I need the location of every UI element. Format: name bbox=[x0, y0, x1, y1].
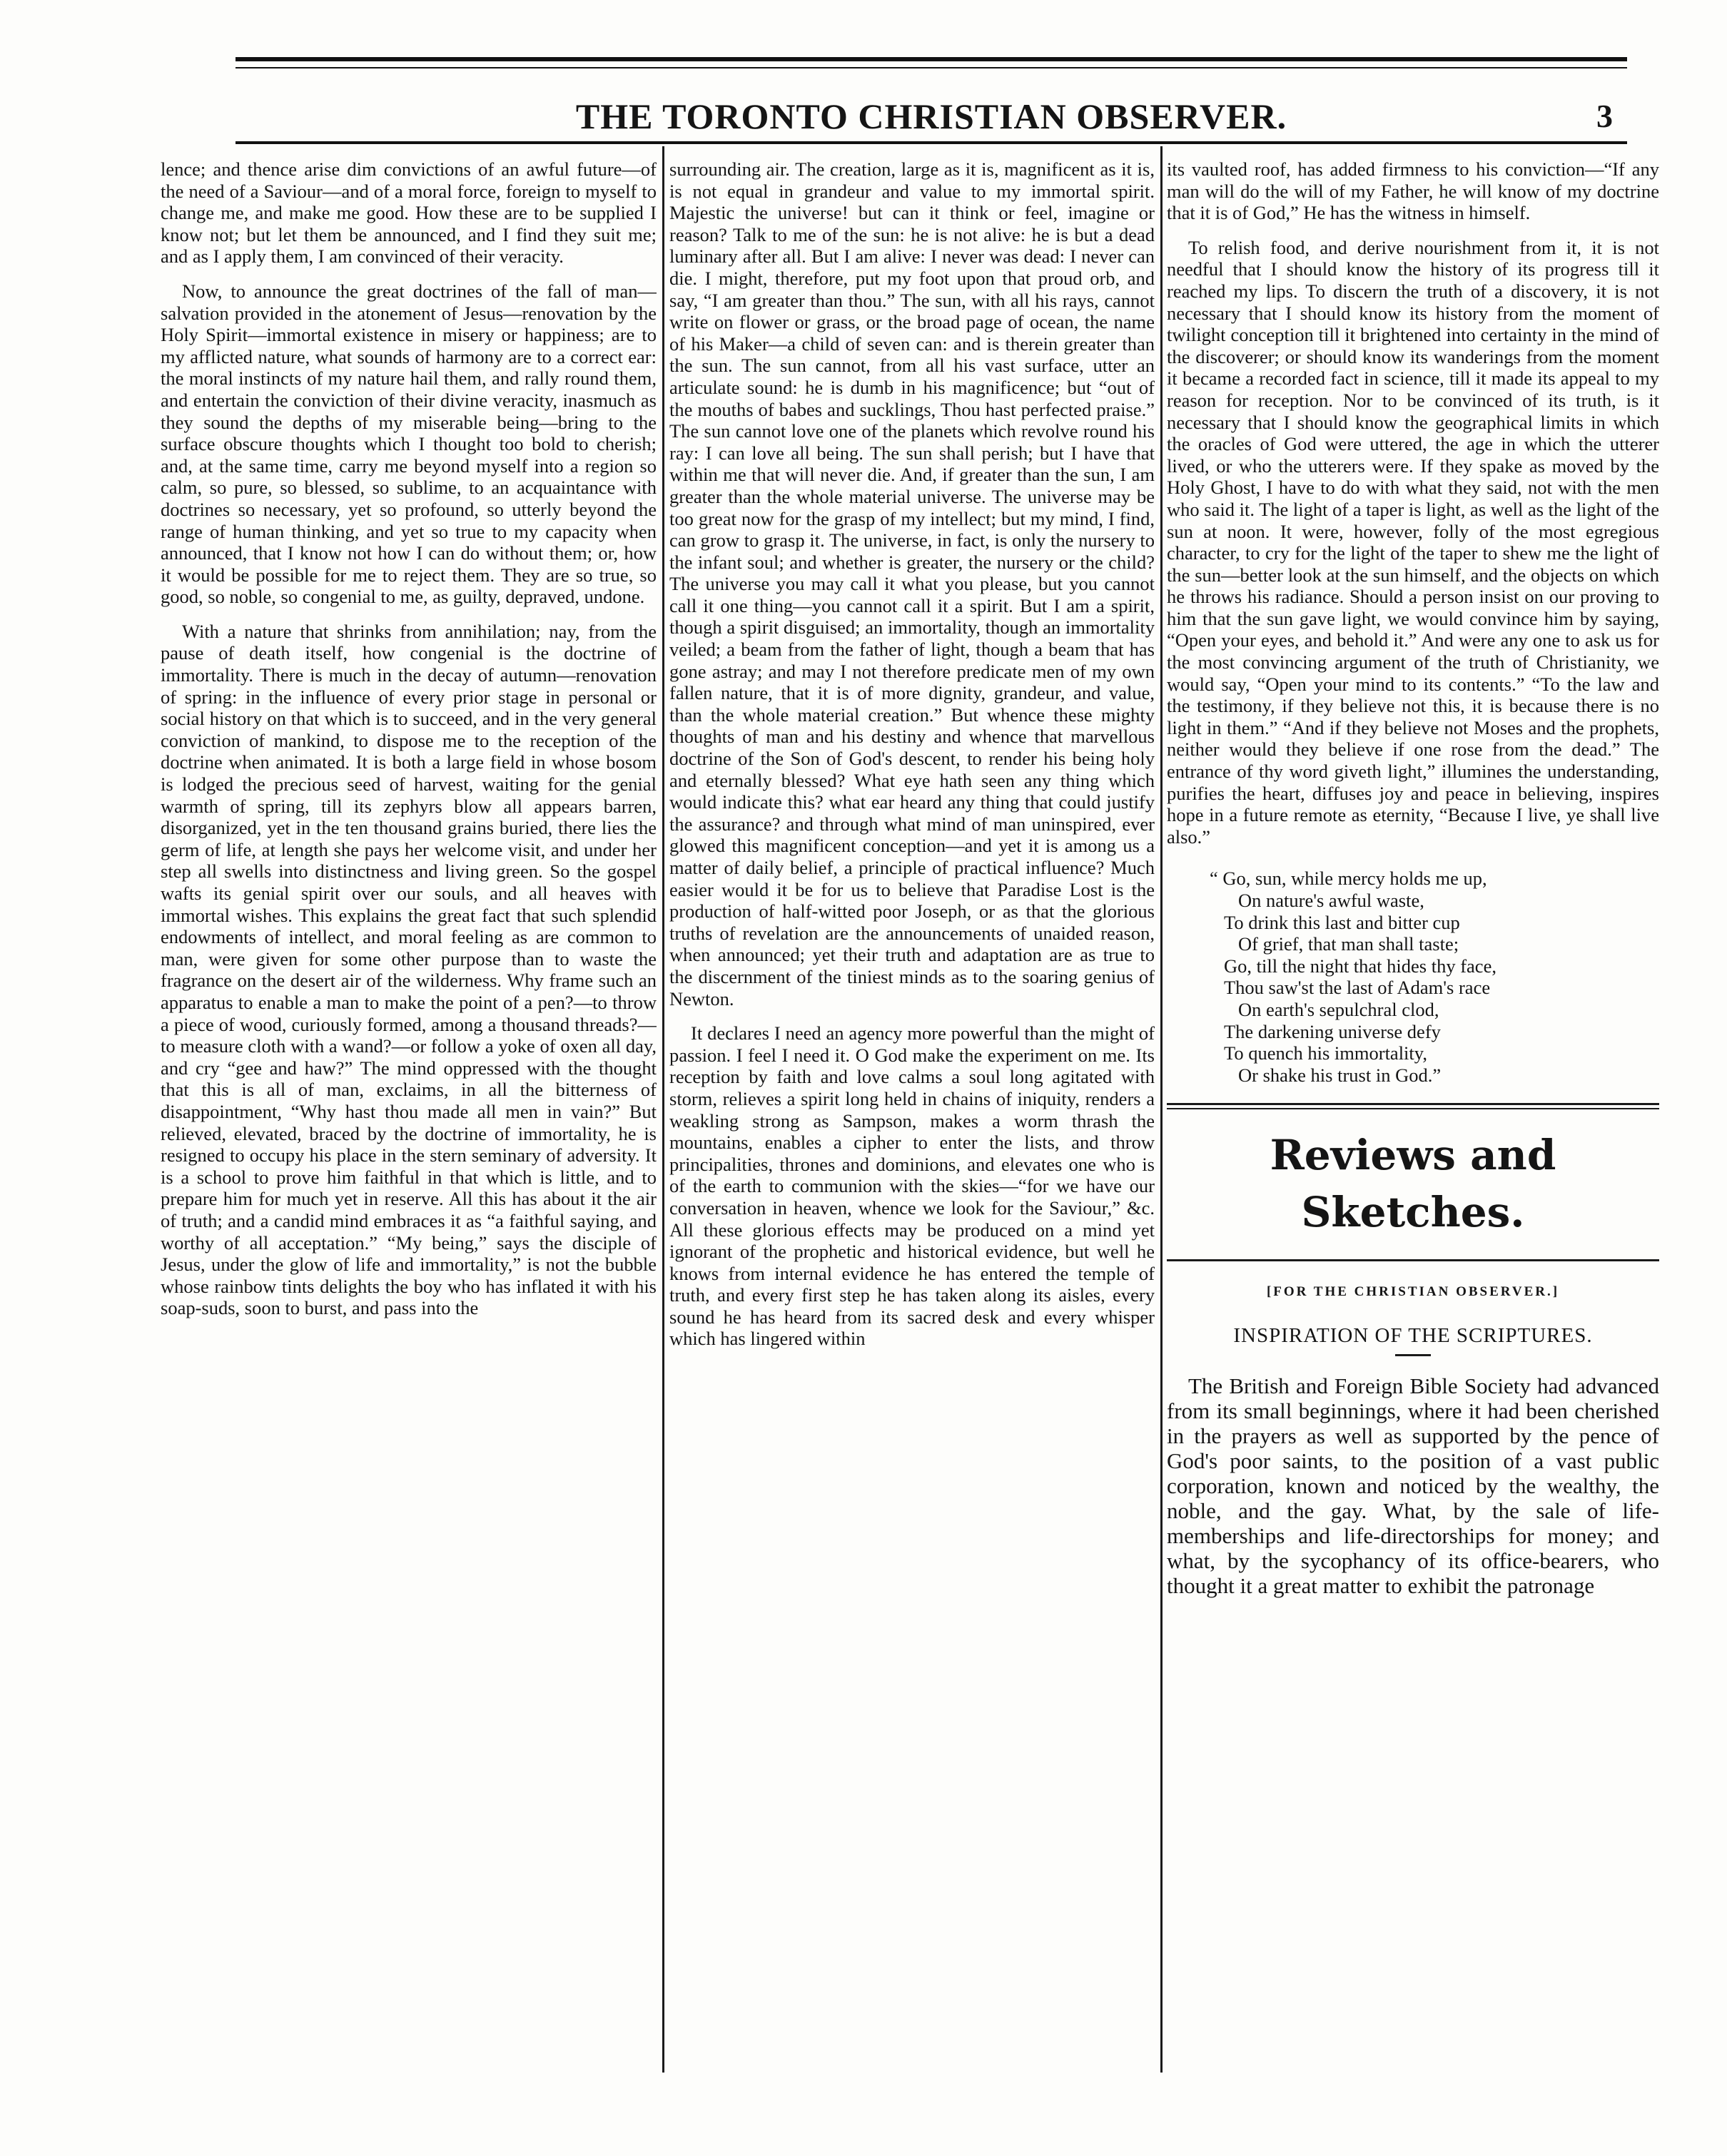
title-short-rule bbox=[1395, 1354, 1431, 1356]
top-rule-thin bbox=[236, 67, 1627, 68]
poem-line: Of grief, that man shall taste; bbox=[1238, 933, 1459, 955]
poem-line: Go, till the night that hides thy face, bbox=[1224, 955, 1496, 977]
column-divider-2 bbox=[1160, 146, 1163, 2073]
poem-line: “ Go, sun, while mercy holds me up, bbox=[1210, 868, 1487, 890]
masthead-bottom-rule bbox=[236, 141, 1627, 144]
poem-line: Or shake his trust in God.” bbox=[1238, 1064, 1442, 1086]
poem-line: Thou saw'st the last of Adam's race bbox=[1224, 977, 1491, 999]
column-1 bbox=[161, 158, 657, 2070]
column-3 bbox=[1167, 158, 1659, 2070]
column-divider-1 bbox=[662, 146, 664, 2073]
section-title: Reviews and Sketches. bbox=[1270, 1131, 1556, 1237]
masthead-title: THE TORONTO CHRISTIAN OBSERVER. bbox=[575, 96, 1287, 136]
poem-line: To drink this last and bitter cup bbox=[1224, 911, 1460, 933]
section-rule-top bbox=[1167, 1103, 1659, 1105]
poem-line: To quench his immortality, bbox=[1224, 1042, 1427, 1064]
col3-paragraph-2: To relish food, and derive nourishment from it, it is not needful that I should know the history of its progress till it reached my lips. To discern the truth of a discovery, it is not necessary that I should know its history from the moment of twilight conception till it brightened into certainty in the mind of the discoverer; or should know its wanderings from the moment it became a recorded fact in science, till it made its appeal to my reason for reception. Nor to be convinced of its truth, is it necessary that I should know the geographical limits in which the oracles of God were uttered, the age in which the utterer lived, or who the utterers were. If they spake as moved by the Holy Ghost, I have to do with what they said, not with the men who said it. The light of a taper is light, as well as the light of the sun at noon. It were, however, folly of the most egregious character, to cry for the light of the taper to shew me the light of the sun—better look at the sun himself, and the objects on which he throws his radiance. Should a person insist on our proving to him that the sun gave light, we would convince him by saying, “Open your eyes, and behold it.” And were any one to ask us for the most convincing argument of the truth of Christianity, we would say, “Open your mind to its contents.” “To the law and the testimony, if they believe not this, it is because there is no light in them.” “And if they believe not Moses and the prophets, neither would they believe if one rose from the dead.” The entrance of thy word giveth light,” illumines the understanding, purifies the heart, diffuses joy and peace in believing, inspires hope in a future remote as eternity, “Because I live, ye shall live also.” bbox=[1167, 236, 1659, 848]
col2-paragraph-2: It declares I need an agency more powerful than the might of passion. I feel I need it. O God make the experiment on me. Its reception by faith and love calms a soul long agitated with storm, relieves a spirit long held in chains of iniquity, renders a weakling strong as Sampson, makes a worm thrash the mountains, enables a cipher to enter the lists, and throw principalities, thrones and dominions, and elevates one who is of the earth to communion with the skies—“for we have our conversation in heaven, whence we look for the Saviour,” &c. All these glorious effects may be produced on a mind yet ignorant of the prophetic and historical evidence, but well he knows from internal evidence he has entered the temple of truth, and every first step he has taken along its aisles, every sound he has heard from its sacred desk and every whisper which has lingered within bbox=[669, 1022, 1155, 1350]
col1-paragraph-2: Now, to announce the great doctrines of the fall of man—salvation provided in the atonement of Jesus—renovation by the Holy Spirit—immortal existence in misery or happiness; are to my afflicted nature, what sounds of harmony are to a correct ear: the moral instincts of my nature hail them, and rally round them, and entertain the conviction of their divine veracity, inasmuch as they sound the depths of my miserable being—bring to the surface obscure thoughts which I thought too bold to cherish; and, at the same time, carry me beyond myself into a region so calm, so pure, so blessed, so sublime, to an acquaintance with doctrines so necessary, yet so profound, so utterly beyond the range of human thinking, and yet so true to my capacity when announced, that I know not how I can do without them; or, how it would be possible for me to reject them. They are so true, so good, so noble, so congenial to me, as guilty, depraved, undone. bbox=[161, 280, 657, 608]
column-2 bbox=[669, 158, 1155, 2070]
page-number: 3 bbox=[1596, 98, 1613, 134]
section-rule-top-thin bbox=[1167, 1108, 1659, 1109]
section-rule-bottom bbox=[1167, 1259, 1659, 1261]
poem-line: On earth's sepulchral clod, bbox=[1238, 998, 1439, 1020]
top-rule-thick bbox=[236, 57, 1627, 61]
poem-line: The darkening universe defy bbox=[1224, 1020, 1441, 1042]
article-title: INSPIRATION OF THE SCRIPTURES. bbox=[1233, 1323, 1593, 1347]
byline: [FOR THE CHRISTIAN OBSERVER.] bbox=[1266, 1284, 1560, 1300]
col3-paragraph-3: The British and Foreign Bible Society had advanced from its small beginnings, where it had been cherished in the prayers as well as supported by the pence of God's poor saints, to the position of a vast public corporation, known and noticed by the wealthy, the noble, and the gay. What, by the sale of life-memberships and life-directorships for money; and what, by the sycophancy of its office-bearers, who thought it a great matter to exhibit the patronage bbox=[1167, 1373, 1659, 1598]
poem bbox=[1167, 868, 1659, 1086]
col1-paragraph-1: lence; and thence arise dim convictions of an awful future—of the need of a Saviour—and of a moral force, foreign to myself to change me, and make me good. How these are to be supplied I know not; but let them be announced, and I find they suit me; and as I apply them, I am convinced of their veracity. bbox=[161, 158, 657, 268]
col1-paragraph-3: With a nature that shrinks from annihilation; nay, from the pause of death itself, how congenial is the doctrine of immortality. There is much in the decay of autumn—renovation of spring: in the influence of every prior stage in personal or social history on that which is to succeed, and in the very general conviction of mankind, to dispose me to the reception of the doctrine when animated. It is both a large field in whose bosom is lodged the precious seed of harvest, waiting for the genial warmth of spring, till its zephyrs blow all appears barren, disorganized, yet in the ten thousand grains buried, there lies the germ of life, at length she pays her welcome visit, and under her step all swells into distinctness and living green. So the gospel wafts its genial spirit over our souls, and all heaves with immortal wishes. This explains the great fact that such splendid endowments of intellect, and moral feeling as are common to man, were given for some other purpose than to waste the fragrance on the desert air of the wilderness. Why frame such an apparatus to enable a man to make the point of a pen?—to throw a piece of wood, curiously formed, among a thousand threads?—to measure cloth with a wand?—or follow a yoke of oxen all day, and cry “gee and haw?” The mind oppressed with the thought that this is all of man, exclaims, in all the bitterness of disappointment, “Why hast thou made all men in vain?” But relieved, elevated, braced by the doctrine of immortality, he is resigned to occupy his place in the stern seminary of adversity. It is a school to prove him faithful in that which is little, and to prepare him for much yet in reserve. All this has about it the air of truth; and a candid mind embraces it as “a faithful saying, and worthy of all acceptation.” “My being,” says the disciple of Jesus, under the glow of life and immortality,” is not the bubble whose rainbow tints delights the boy who has inflated it with his soap-suds, soon to burst, and pass into the bbox=[161, 620, 657, 1319]
poem-line: On nature's awful waste, bbox=[1238, 890, 1424, 911]
col2-paragraph-1: surrounding air. The creation, large as it is, magnificent as it is, is not equal in grandeur and value to my immortal spirit. Majestic the universe! but can it think or feel, imagine or reason? Talk to me of the sun: he is not alive: he is but a dead luminary after all. But I am alive: I never was dead: I never can die. I might, therefore, put my foot upon that proud orb, and say, “I am greater than thou.” The sun, with all his rays, cannot write on flower or grass, or the broad page of ocean, the name of his Maker—a child of seven can: and is therein greater than the sun. The sun cannot, from all his vast surface, utter an articulate sound: he is dumb in his magnificence; but “out of the mouths of babes and sucklings, Thou hast perfected praise.” The sun cannot love one of the planets which revolve round his ray: I can love all being. The sun shall perish; but I have that within me that will never die. And, if greater than the sun, I am greater than the whole material universe. The universe may be too great now for the grasp of my intellect; but my mind, I find, can grow to grasp it. The universe, in fact, is only the nursery to the infant soul; and whether is greater, the nursery or the child? The universe you may call it what you please, but you cannot call it one thing—you cannot call it a spirit. But I am a spirit, though a spirit disguised; an immortality, though an immortality veiled; a beam from the father of light, though a beam that has gone astray; and may I not therefore predicate men of my own fallen nature, that it is of more dignity, grandeur, and value, than the whole material creation.” But whence these mighty thoughts of man and his destiny and whence that marvellous doctrine of the Son of God's descent, to render his being holy and eternally blessed? What eye hath seen any thing which would indicate this? what ear heard any thing that could justify the assurance? and through what mind of man uninspired, ever glowed this magnificent conception—and yet it is among us a matter of daily belief, a principle of practical influence? Much easier would it be for us to believe that Paradise Lost is the production of half-witted poor Joseph, or as that the glorious truths of revelation are the announcements of unaided reason, when announced; yet their truth and adaptation are as true to the discernment of the tiniest minds as to the soaring genius of Newton. bbox=[669, 158, 1155, 1010]
col3-paragraph-1: its vaulted roof, has added firmness to his conviction—“If any man will do the will of my Father, he will know of my doctrine that it is of God,” He has the witness in himself. bbox=[1167, 158, 1659, 224]
